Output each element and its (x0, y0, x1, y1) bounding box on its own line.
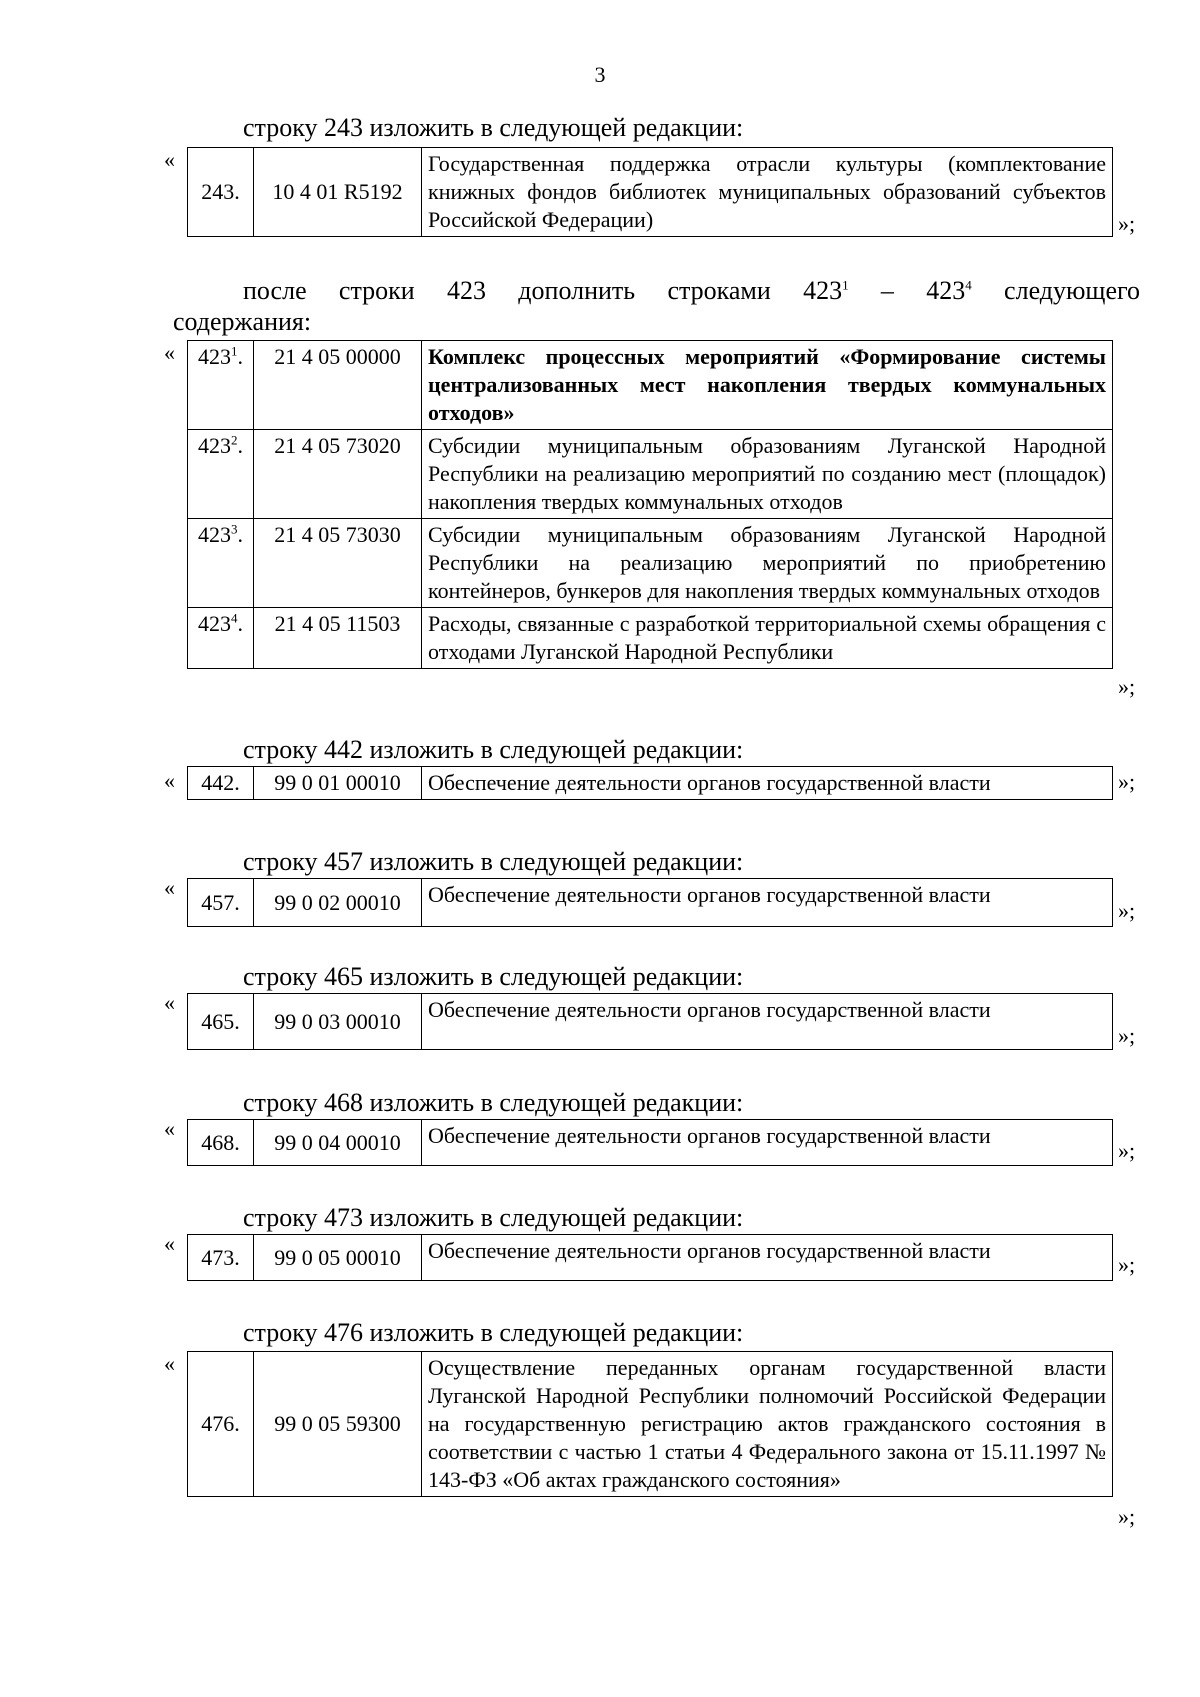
amendment-intro-243: строку 243 изложить в следующей редакции: (243, 113, 744, 142)
amendment-intro-continuation: содержания: (173, 307, 312, 336)
budget-code: 99 0 03 00010 (254, 994, 422, 1050)
closing-quote: »; (1118, 1252, 1136, 1277)
row-description: Обеспечение деятельности органов государственной власти (422, 1120, 1113, 1166)
amendment-intro-442: строку 442 изложить в следующей редакции: (243, 735, 744, 764)
row-number: 468. (188, 1120, 254, 1166)
row-description: Субсидии муниципальным образованиям Луганской Народной Республики на реализацию мероприятий по приобретению контейнеров, бункеров для накопления твердых коммунальных отходов (422, 519, 1113, 608)
amendment-intro-468: строку 468 изложить в следующей редакции: (243, 1088, 744, 1117)
amendment-table-243 (187, 147, 1113, 237)
table-row (188, 1352, 1113, 1497)
row-description: Обеспечение деятельности органов государственной власти (422, 879, 1113, 927)
table-row (188, 994, 1113, 1050)
intro-main: после строки 423 дополнить строками 423 (243, 276, 843, 305)
budget-code: 99 0 02 00010 (254, 879, 422, 927)
row-number: $423^4$. (188, 608, 254, 669)
row-description: Государственная поддержка отрасли культуры (комплектование книжных фондов библиотек муниципальных образований субъектов Российской Федерации) (422, 148, 1113, 237)
table-row (188, 1120, 1113, 1166)
budget-code: 99 0 05 00010 (254, 1235, 422, 1281)
row-description: Субсидии муниципальным образованиям Луганской Народной Республики на реализацию мероприятий по созданию мест (площадок) накопления твердых коммунальных отходов (422, 430, 1113, 519)
table-row (188, 430, 1113, 519)
amendment-table-468 (187, 1119, 1113, 1166)
amendment-intro-473: строку 473 изложить в следующей редакции: (243, 1203, 744, 1232)
row-description: Обеспечение деятельности органов государственной власти (422, 1235, 1113, 1281)
opening-quote: « (164, 147, 175, 172)
row-number: $423^2$. (188, 430, 254, 519)
table-row (188, 608, 1113, 669)
budget-code: 21 4 05 73030 (254, 519, 422, 608)
closing-quote: »; (1118, 1023, 1136, 1048)
opening-quote: « (164, 1351, 175, 1376)
budget-code: 21 4 05 73020 (254, 430, 422, 519)
amendment-table-465 (187, 993, 1113, 1050)
opening-quote: « (164, 875, 175, 900)
closing-quote: »; (1118, 1504, 1136, 1529)
opening-quote: « (164, 340, 175, 365)
row-number: 465. (188, 994, 254, 1050)
row-description: Обеспечение деятельности органов государственной власти (422, 767, 1113, 800)
budget-code: 99 0 01 00010 (254, 767, 422, 800)
budget-code: 99 0 04 00010 (254, 1120, 422, 1166)
row-description: Осуществление переданных органам государственной власти Луганской Народной Республики полномочий Российской Федерации на государственную регистрацию актов гражданского состояния в соответствии с частью 1 статьи 4 Федерального закона от 15.11.1997 № 143-ФЗ «Об актах гражданского состояния» (422, 1352, 1113, 1497)
row-number: 442. (188, 767, 254, 800)
budget-code: 10 4 01 R5192 (254, 148, 422, 237)
opening-quote: « (164, 768, 175, 793)
closing-quote: »; (1118, 898, 1136, 923)
intro-superscript-1: 1 (842, 277, 849, 293)
amendment-table-423 (187, 340, 1113, 669)
row-number: 457. (188, 879, 254, 927)
amendment-intro-476: строку 476 изложить в следующей редакции: (243, 1318, 744, 1347)
row-number: 243. (188, 148, 254, 237)
closing-quote: »; (1118, 674, 1136, 699)
closing-quote: »; (1118, 769, 1136, 794)
amendment-table-457 (187, 878, 1113, 927)
page-number: 3 (594, 62, 606, 87)
row-description: Комплекс процессных мероприятий «Формирование системы централизованных мест накопления твердых коммунальных отходов» (422, 341, 1113, 430)
table-row (188, 879, 1113, 927)
row-number: 476. (188, 1352, 254, 1497)
intro-end: следующего (971, 276, 1140, 305)
amendment-intro-423 (243, 276, 1140, 306)
opening-quote: « (164, 1231, 175, 1256)
table-row (188, 148, 1113, 237)
budget-code: 99 0 05 59300 (254, 1352, 422, 1497)
table-row (188, 519, 1113, 608)
opening-quote: « (164, 990, 175, 1015)
budget-code: 21 4 05 00000 (254, 341, 422, 430)
row-description: Обеспечение деятельности органов государственной власти (422, 994, 1113, 1050)
budget-code: 21 4 05 11503 (254, 608, 422, 669)
row-number: $423^1$. (188, 341, 254, 430)
row-number: 473. (188, 1235, 254, 1281)
closing-quote: »; (1118, 1138, 1136, 1163)
intro-mid: – 423 (848, 276, 966, 305)
amendment-intro-457: строку 457 изложить в следующей редакции: (243, 847, 744, 876)
amendment-table-473 (187, 1234, 1113, 1281)
table-row (188, 341, 1113, 430)
intro-superscript-4: 4 (965, 277, 972, 293)
opening-quote: « (164, 1116, 175, 1141)
table-row (188, 767, 1113, 800)
row-description: Расходы, связанные с разработкой территориальной схемы обращения с отходами Луганской Народной Республики (422, 608, 1113, 669)
table-row (188, 1235, 1113, 1281)
closing-quote: »; (1118, 211, 1136, 236)
amendment-intro-465: строку 465 изложить в следующей редакции: (243, 962, 744, 991)
amendment-table-476 (187, 1351, 1113, 1497)
amendment-table-442 (187, 766, 1113, 800)
row-number: $423^3$. (188, 519, 254, 608)
